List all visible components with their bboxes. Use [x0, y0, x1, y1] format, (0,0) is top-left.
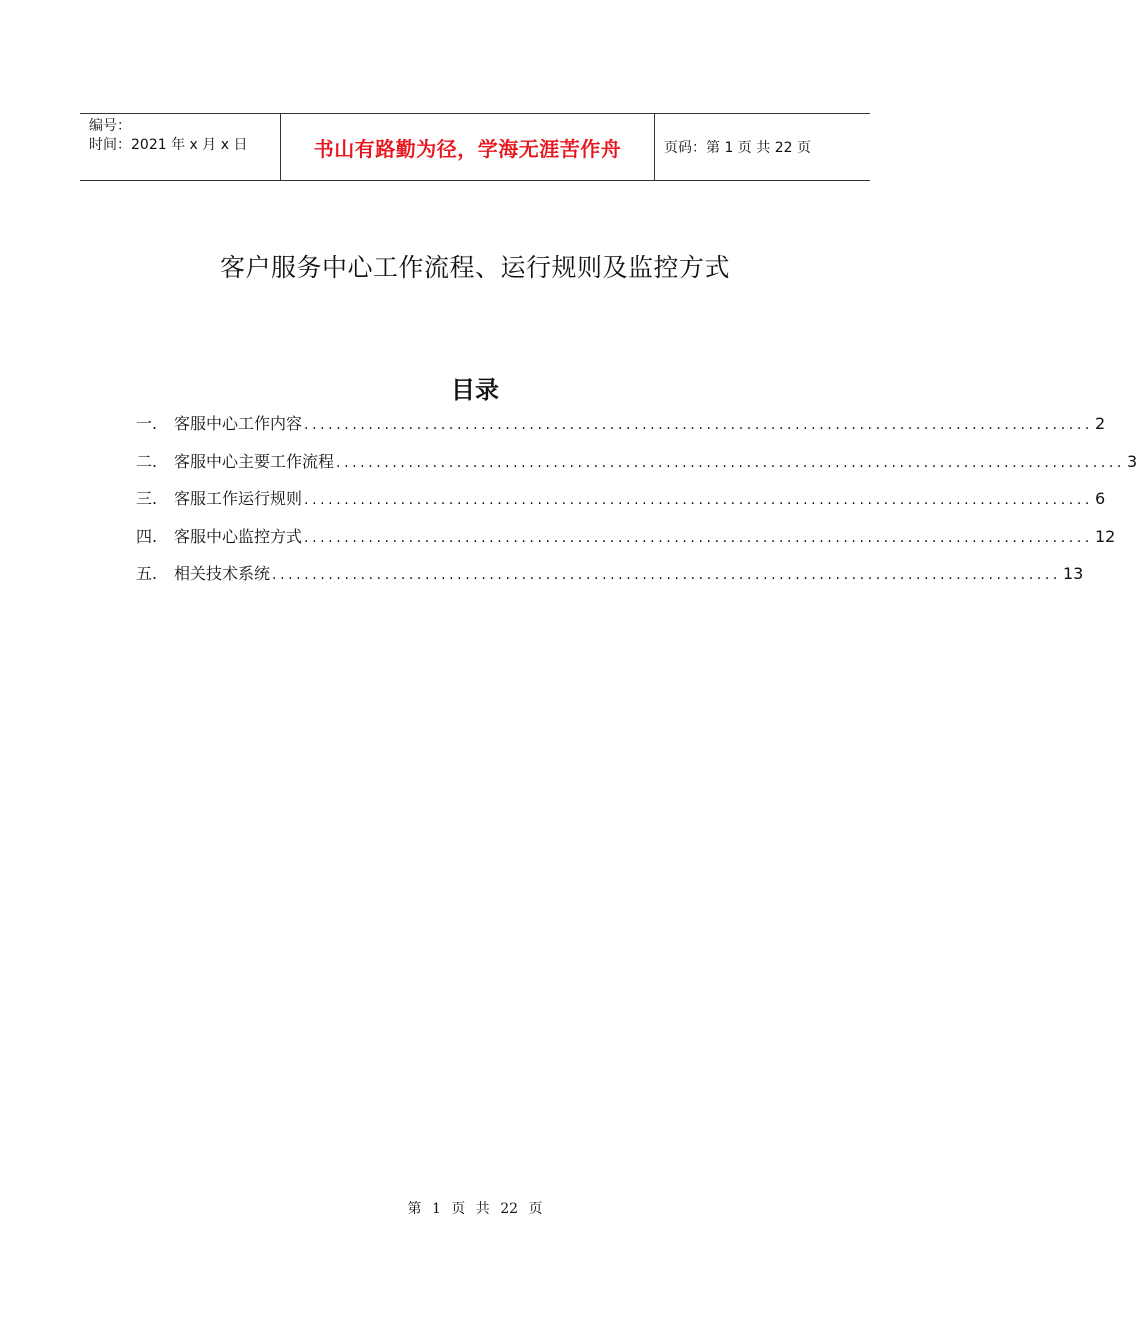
document-title: 客户服务中心工作流程、运行规则及监控方式	[219, 253, 730, 282]
toc-entry-page: 2	[1094, 414, 1106, 433]
toc-entry-page: 6	[1094, 489, 1106, 508]
header-page-info: 页码：第 1 页 共 22 页	[664, 140, 811, 156]
table-of-contents	[136, 411, 1137, 599]
header-table	[80, 113, 870, 181]
document-time-label: 时间：2021 年 x 月 x 日	[89, 137, 248, 153]
header-motto: 书山有路勤为径，学海无涯苦作舟	[281, 114, 655, 180]
toc-entry-number: 五.	[136, 564, 158, 583]
toc-entry[interactable]	[136, 411, 1106, 449]
document-number-label: 编号：	[89, 118, 131, 134]
toc-entry-title: 客服中心工作内容	[174, 414, 303, 433]
toc-entry-page: 12	[1094, 526, 1116, 546]
toc-leader-dots: ..................................................................................................	[304, 492, 1093, 508]
toc-entry-number: 二.	[136, 451, 158, 471]
toc-entry-page: 13	[1062, 564, 1084, 583]
toc-entry-title: 客服中心监控方式	[174, 526, 303, 546]
toc-entry-number: 三.	[136, 489, 158, 508]
toc-entry-title: 客服工作运行规则	[174, 489, 303, 508]
toc-entry[interactable]	[136, 561, 1084, 599]
toc-leader-dots: ..................................................................................................	[272, 567, 1061, 583]
header-meta-cell	[80, 114, 281, 180]
toc-leader-dots: ..................................................................................................	[304, 417, 1093, 433]
toc-entry[interactable]	[136, 486, 1106, 524]
toc-entry[interactable]	[136, 449, 1137, 487]
toc-entry-page: 3	[1126, 451, 1137, 471]
toc-entry-title: 相关技术系统	[174, 564, 271, 583]
toc-entry-title: 客服中心主要工作流程	[174, 451, 335, 471]
toc-entry[interactable]	[136, 524, 1116, 562]
toc-leader-dots: ..................................................................................................	[336, 454, 1125, 471]
toc-entry-number: 四.	[136, 526, 158, 546]
toc-leader-dots: ..................................................................................................	[304, 529, 1093, 546]
page-footer: 第 1 页 共 22 页	[407, 1201, 543, 1217]
toc-heading: 目录	[451, 376, 499, 404]
toc-entry-number: 一.	[136, 414, 158, 433]
